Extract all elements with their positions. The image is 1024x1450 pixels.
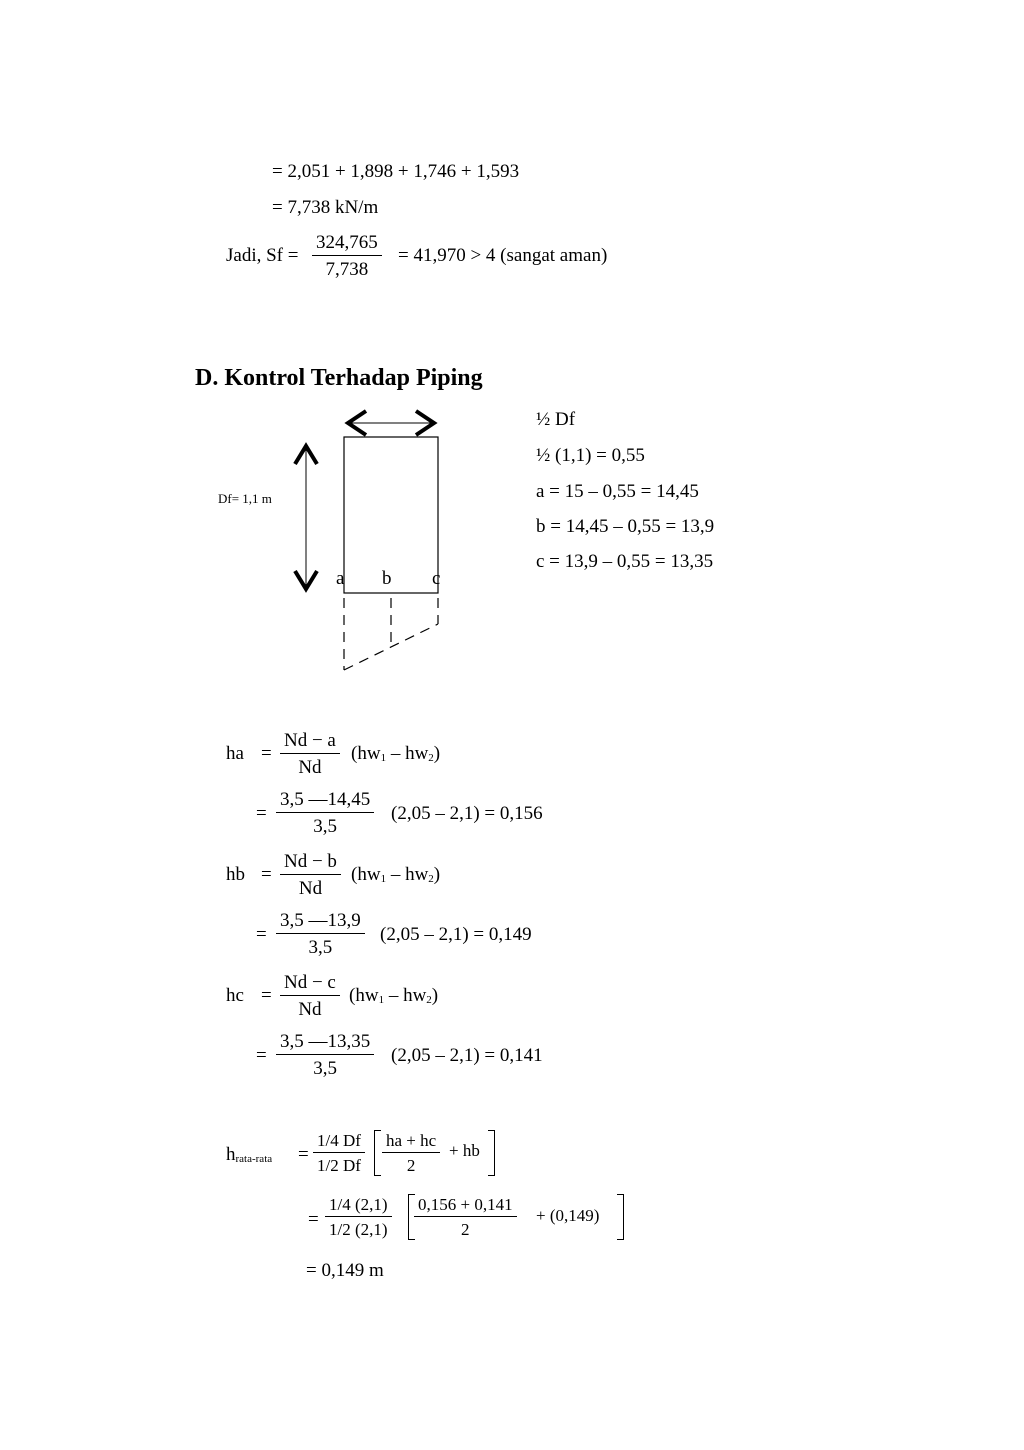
havg-bracket-left <box>374 1130 381 1176</box>
sf-denominator: 7,738 <box>325 259 369 280</box>
hc-numerator-2: 3,5 —13,35 <box>276 1032 374 1055</box>
ha-tail-pre: (hw <box>351 743 381 764</box>
hc-tail-pre: (hw <box>349 985 379 1006</box>
sf-line-1: = 2,051 + 1,898 + 1,746 + 1,593 <box>272 161 520 182</box>
hc-numerator: Nd − c <box>280 973 340 996</box>
df-label: Df= 1,1 m <box>218 491 272 506</box>
hc-fraction <box>280 973 340 1019</box>
hc-fraction-2 <box>276 1032 374 1078</box>
hb-sub-2: 2 <box>428 873 434 885</box>
ha-result: (2,05 – 2,1) = 0,156 <box>391 803 543 824</box>
hc-sub-1: 1 <box>378 994 385 1006</box>
havg-f1-den: 1/2 Df <box>317 1156 361 1175</box>
ha-eq-2: = <box>256 803 267 824</box>
top-arrow <box>348 411 434 435</box>
havg-f2-den: 2 <box>406 1156 416 1175</box>
havg-bracket-right-2 <box>617 1194 624 1240</box>
point-c-label: c <box>432 568 441 589</box>
havg-label-sub: rata-rata <box>235 1153 273 1165</box>
hb-eq: = <box>261 864 272 885</box>
havg-fraction-2 <box>382 1132 440 1174</box>
ha-label: ha <box>226 743 244 764</box>
ha-eq: = <box>261 743 272 764</box>
havg-eq-2: = <box>308 1209 319 1230</box>
ha-denominator: Nd <box>298 757 322 778</box>
ha-sub-2: 2 <box>428 752 434 764</box>
hc-eq: = <box>261 985 272 1006</box>
hb-tail-pre: (hw <box>351 864 381 885</box>
sf-result: = 41,970 > 4 (sangat aman) <box>398 245 608 266</box>
hb-fraction-2 <box>276 911 365 957</box>
hb-denominator-2: 3,5 <box>308 937 333 958</box>
hb-result: (2,05 – 2,1) = 0,149 <box>380 924 532 945</box>
havg-g2-num: 0,156 + 0,141 <box>414 1196 517 1217</box>
calc-line-2: ½ (1,1) = 0,55 <box>536 445 645 466</box>
point-b-label: b <box>382 568 392 589</box>
hc-denominator: Nd <box>298 999 322 1020</box>
ha-tail-post: ) <box>433 743 441 764</box>
havg-f2-num: ha + hc <box>382 1132 440 1153</box>
hb-tail <box>351 865 440 885</box>
hc-denominator-2: 3,5 <box>313 1058 337 1079</box>
ha-tail <box>351 744 440 764</box>
hc-eq-2: = <box>256 1045 267 1066</box>
havg-eq: = <box>298 1144 309 1165</box>
havg-fraction-3 <box>325 1196 392 1238</box>
hb-tail-mid: – hw <box>386 864 429 885</box>
havg-label <box>226 1145 272 1165</box>
havg-bracket-right <box>488 1130 495 1176</box>
hc-result: (2,05 – 2,1) = 0,141 <box>391 1045 543 1066</box>
ha-fraction-2 <box>276 790 374 836</box>
hc-tail-post: ) <box>431 985 439 1006</box>
havg-plus-2: + (0,149) <box>536 1206 600 1225</box>
ha-sub-1: 1 <box>380 752 387 764</box>
ha-tail-mid: – hw <box>386 743 429 764</box>
sf-line-2: = 7,738 kN/m <box>272 197 379 218</box>
havg-fraction-1 <box>313 1132 365 1174</box>
havg-g1-num: 1/4 (2,1) <box>325 1196 392 1217</box>
hc-tail <box>349 986 438 1006</box>
havg-plus: + hb <box>449 1141 480 1160</box>
ha-denominator-2: 3,5 <box>313 816 337 837</box>
dashed-lines <box>344 598 438 670</box>
havg-final: = 0,149 m <box>306 1260 384 1281</box>
sf-prefix: Jadi, Sf = <box>226 245 299 266</box>
hc-tail-mid: – hw <box>384 985 427 1006</box>
ha-numerator: Nd − a <box>280 731 340 754</box>
section-title: D. Kontrol Terhadap Piping <box>195 365 483 391</box>
havg-fraction-4 <box>414 1196 517 1238</box>
ha-numerator-2: 3,5 —14,45 <box>276 790 374 813</box>
hb-eq-2: = <box>256 924 267 945</box>
havg-label-main: h <box>226 1144 236 1165</box>
havg-g1-den: 1/2 (2,1) <box>329 1220 388 1239</box>
hb-numerator: Nd − b <box>280 852 341 875</box>
ha-fraction <box>280 731 340 777</box>
hb-denominator: Nd <box>298 878 323 899</box>
havg-f1-num: 1/4 Df <box>313 1132 365 1153</box>
hb-numerator-2: 3,5 —13,9 <box>276 911 365 934</box>
hb-label: hb <box>226 864 245 885</box>
calc-line-5: c = 13,9 – 0,55 = 13,35 <box>536 551 714 572</box>
sf-numerator: 324,765 <box>312 233 382 256</box>
hc-sub-2: 2 <box>426 994 432 1006</box>
hc-label: hc <box>226 985 244 1006</box>
calc-line-1: ½ Df <box>536 409 576 430</box>
havg-g2-den: 2 <box>461 1220 470 1239</box>
calc-line-4: b = 14,45 – 0,55 = 13,9 <box>536 516 715 537</box>
hb-tail-post: ) <box>433 864 441 885</box>
calc-line-3: a = 15 – 0,55 = 14,45 <box>536 481 699 502</box>
hb-sub-1: 1 <box>380 873 387 885</box>
point-a-label: a <box>336 568 345 589</box>
hb-fraction <box>280 852 341 898</box>
df-arrow <box>295 446 317 589</box>
